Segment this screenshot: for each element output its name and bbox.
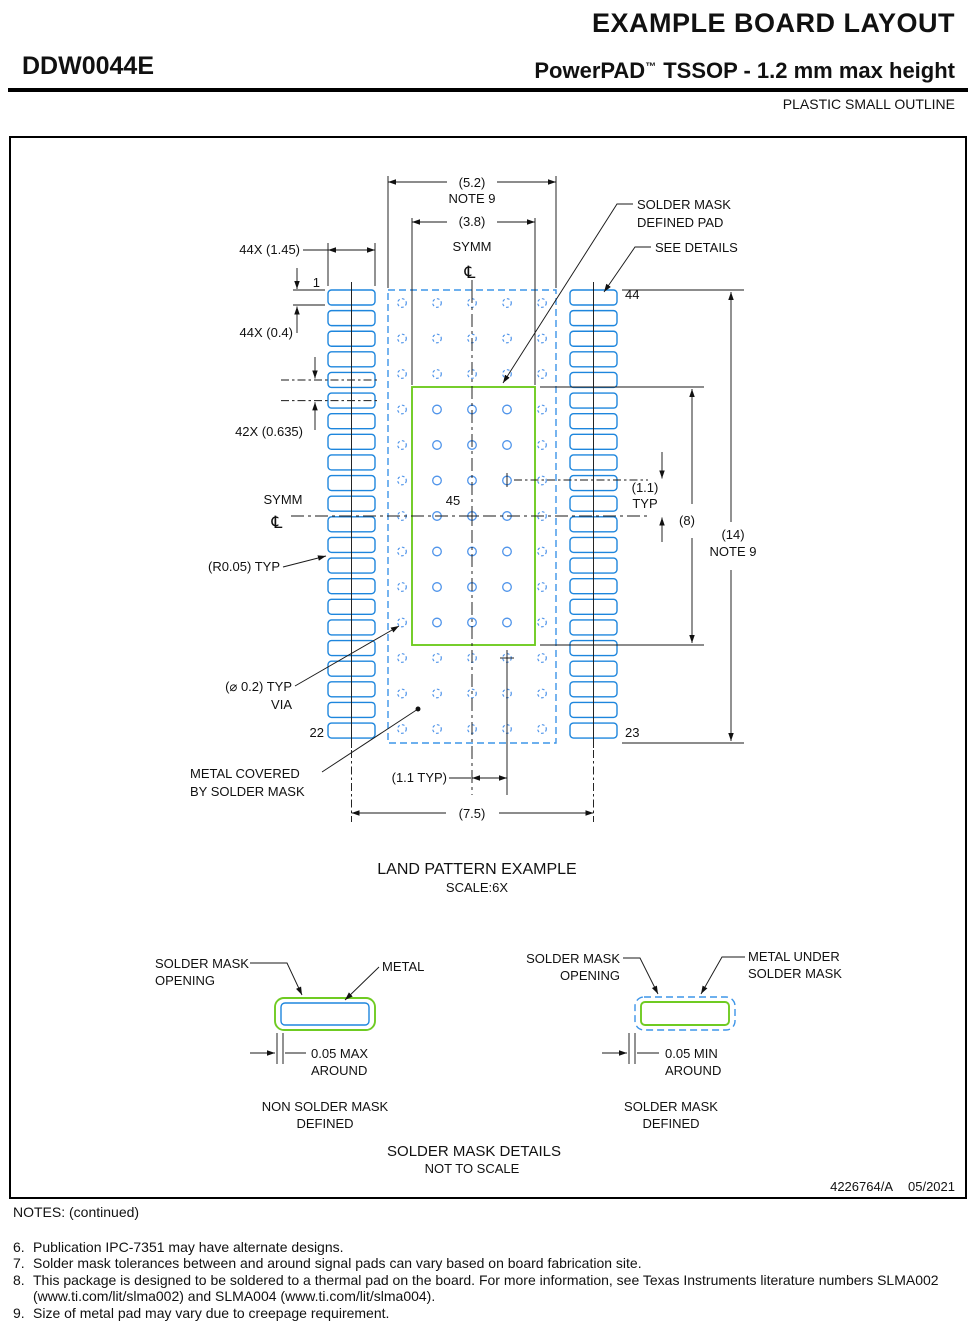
see-details-callout	[604, 240, 738, 292]
via	[538, 441, 547, 450]
via	[398, 441, 407, 450]
dim-3-8-label: (3.8)	[458, 214, 486, 229]
pin44-label: 44	[625, 287, 640, 302]
via	[398, 334, 407, 343]
via	[538, 725, 547, 734]
via	[398, 689, 407, 698]
via	[503, 334, 512, 343]
note-text: This package is designed to be soldered to a thermal pad on the board. For more information, see Texas Instruments literature numbers SLMA002 (www.ti.com/lit/slma002) and SLMA004 (www.ti.com/lit/slma004).	[33, 1271, 939, 1304]
note9-top-label: NOTE 9	[448, 191, 496, 206]
via	[538, 299, 547, 308]
metal-covered-label-1: METAL COVERED	[190, 766, 300, 781]
nsmd-opening-label-1: SOLDER MASK	[155, 956, 249, 971]
nsmd-metal-label: METAL	[382, 959, 425, 974]
symm-left	[264, 492, 303, 533]
via-dia-callout	[225, 626, 399, 712]
notes-heading: NOTES: (continued)	[13, 1204, 140, 1220]
smd-opening-label-2: OPENING	[560, 968, 620, 983]
centerline-icon: ℄	[271, 513, 283, 533]
symm-top-label: SYMM	[452, 239, 492, 254]
note-text: Size of metal pad may vary due to creepage requirement.	[33, 1304, 390, 1321]
note-text: Publication IPC-7351 may have alternate designs.	[33, 1238, 344, 1255]
via	[538, 334, 547, 343]
dim-pad-width	[239, 242, 375, 286]
notes-section	[13, 1204, 961, 1321]
via	[433, 299, 442, 308]
via	[398, 725, 407, 734]
via	[503, 299, 512, 308]
mask-pad-label-2: DEFINED PAD	[637, 215, 724, 230]
dim-7-5	[352, 750, 594, 822]
note-item-6	[13, 1239, 961, 1256]
via	[538, 405, 547, 414]
package-name: PowerPAD	[534, 58, 646, 83]
smd-caption-2: DEFINED	[642, 1116, 700, 1131]
via	[538, 370, 547, 379]
dim-7-5-label: (7.5)	[458, 806, 486, 821]
dim-1-1-typ-h-label: (1.1 TYP)	[391, 770, 447, 785]
via	[538, 583, 547, 592]
via	[433, 547, 442, 556]
smd-dim-label-1: 0.05 MIN	[665, 1046, 718, 1061]
doc-date: 05/2021	[908, 1179, 955, 1194]
detail-smd	[526, 949, 842, 1131]
via	[398, 405, 407, 414]
via	[398, 476, 407, 485]
smd-metal-label-1: METAL UNDER	[748, 949, 840, 964]
doc-number: 4226764/A	[830, 1179, 893, 1194]
via	[398, 654, 407, 663]
detail-nsmd	[155, 956, 424, 1131]
package-desc: TSSOP - 1.2 mm max height	[663, 58, 955, 83]
note-item-8	[13, 1272, 961, 1305]
part-number: DDW0044E	[22, 52, 154, 80]
pin22-label: 22	[309, 725, 324, 740]
dim-14-label: (14)	[721, 527, 745, 542]
via	[503, 405, 512, 414]
via	[433, 441, 442, 450]
via	[433, 405, 442, 414]
smd-dim-label-2: AROUND	[665, 1063, 722, 1078]
via	[398, 618, 407, 627]
corner-radius-label: (R0.05) TYP	[207, 559, 280, 574]
dim-8-label: (8)	[679, 513, 695, 528]
mask-pad-label-1: SOLDER MASK	[637, 197, 731, 212]
nsmd-dim-label-1: 0.05 MAX	[311, 1046, 369, 1061]
metal-covered-callout	[190, 709, 418, 799]
note-number: 9.	[13, 1304, 25, 1321]
via	[503, 441, 512, 450]
note-item-7	[13, 1255, 961, 1272]
dim-1-1-horizontal	[392, 770, 507, 785]
symm-left-label: SYMM	[263, 492, 303, 507]
dim-pitch	[235, 357, 378, 439]
via	[503, 618, 512, 627]
dim-pitch-label: 42X (0.635)	[235, 424, 303, 439]
via	[503, 583, 512, 592]
smd-metal-label-2: SOLDER MASK	[748, 966, 842, 981]
nsmd-dim-label-2: AROUND	[311, 1063, 368, 1078]
via	[538, 618, 547, 627]
nsmd-caption-2: DEFINED	[296, 1116, 354, 1131]
via-dia-label: (⌀ 0.2) TYP	[225, 679, 292, 694]
symm-top	[453, 239, 492, 290]
note-text: Solder mask tolerances between and around signal pads can vary based on board fabrication site.	[33, 1255, 642, 1271]
pin23-label: 23	[625, 725, 640, 740]
details-subtitle: NOT TO SCALE	[424, 1161, 520, 1176]
details-title: SOLDER MASK DETAILS	[387, 1143, 561, 1160]
pin1-label: 1	[312, 275, 320, 290]
pin45-label: 45	[445, 493, 461, 508]
diagram-title: LAND PATTERN EXAMPLE	[377, 861, 577, 878]
page-title: EXAMPLE BOARD LAYOUT	[591, 8, 955, 38]
via	[538, 476, 547, 485]
via	[398, 370, 407, 379]
via	[433, 476, 442, 485]
via-label: VIA	[271, 697, 292, 712]
drawing-frame	[10, 137, 966, 1198]
smd-caption-1: SOLDER MASK	[624, 1099, 718, 1114]
via	[538, 547, 547, 556]
metal-covered-label-2: BY SOLDER MASK	[190, 784, 305, 799]
via	[538, 654, 547, 663]
dim-1-1-vertical	[514, 452, 662, 542]
nsmd-opening-label-2: OPENING	[155, 973, 215, 988]
nsmd-caption-1: NON SOLDER MASK	[261, 1099, 389, 1114]
corner-radius-callout	[208, 556, 326, 574]
dim-1-1-typ-label: TYP	[632, 496, 658, 511]
via	[398, 547, 407, 556]
dim-5-2-label: (5.2)	[458, 175, 486, 190]
see-details-label: SEE DETAILS	[655, 240, 738, 255]
via	[433, 725, 442, 734]
dim-pad-height-label: 44X (0.4)	[239, 325, 293, 340]
via	[538, 689, 547, 698]
via	[433, 618, 442, 627]
via	[433, 654, 442, 663]
via	[398, 583, 407, 592]
note-number: 8.	[13, 1271, 25, 1288]
note-number: 6.	[13, 1238, 25, 1255]
dim-pad-width-label: 44X (1.45)	[239, 242, 300, 257]
smd-opening-label-1: SOLDER MASK	[526, 951, 620, 966]
via	[433, 334, 442, 343]
via	[433, 583, 442, 592]
trademark-symbol: ™	[645, 61, 657, 73]
via	[433, 689, 442, 698]
diagram-scale: SCALE:6X	[445, 880, 509, 895]
via	[398, 299, 407, 308]
centerline-icon: ℄	[464, 263, 476, 283]
package-subtitle: PLASTIC SMALL OUTLINE	[782, 96, 955, 112]
via	[503, 547, 512, 556]
via	[433, 370, 442, 379]
note9-right-label: NOTE 9	[709, 544, 757, 559]
pad-columns	[328, 290, 617, 738]
note-item-9	[13, 1305, 961, 1322]
dim-1-1-label: (1.1)	[631, 480, 659, 495]
note-number: 7.	[13, 1255, 25, 1271]
